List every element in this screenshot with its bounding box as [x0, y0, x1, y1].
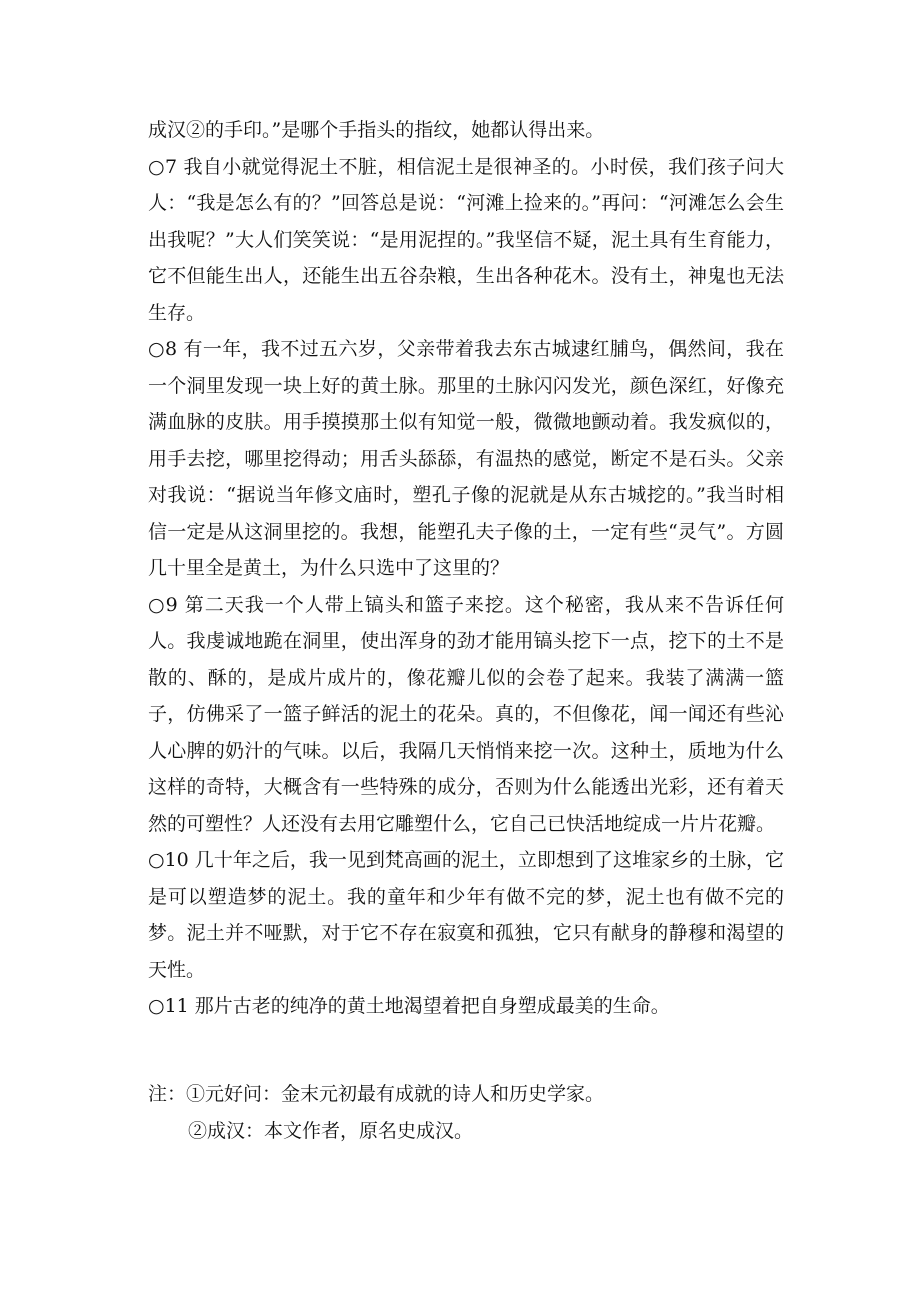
- footnote-1: 注：①元好问：金末元初最有成就的诗人和历史学家。: [148, 1083, 605, 1105]
- paragraph-11: ○11 那片古老的纯净的黄土地渴望着把自身塑成最美的生命。: [148, 995, 670, 1017]
- footnote-2: ②成汉：本文作者，原名史成汉。: [188, 1119, 474, 1142]
- footnotes: [148, 1076, 784, 1149]
- paragraph-7: ○7 我自小就觉得泥土不脏，相信泥土是很神圣的。小时侯，我们孩子问大人：“我是怎么有的？”回答总是说：“河滩上捡来的。”再问：“河滩怎么会生出我呢？”大人们笑笑说：“是用泥捏的。”我坚信不疑，泥土具有生育能力，它不但能生出人，还能生出五谷杂粮，生出各种花木。没有土，神鬼也无法生存。: [148, 155, 784, 324]
- paragraph-9: ○9 第二天我一个人带上镐头和篮子来挖。这个秘密，我从来不告诉任何人。我虔诚地跪在洞里，使出浑身的劲才能用镐头挖下一点，挖下的土不是散的、酥的，是成片成片的，像花瓣儿似的会卷了起来。我装了满满一篮子，仿佛采了一篮子鲜活的泥土的花朵。真的，不但像花，闻一闻还有些沁人心脾的奶汁的气味。以后，我隔几天悄悄来挖一次。这种土，质地为什么这样的奇特，大概含有一些特殊的成分，否则为什么能透出光彩，还有着天然的可塑性？人还没有去用它雕塑什么，它自己已快活地绽成一片片花瓣。: [148, 593, 784, 835]
- paragraph-10: ○10 几十年之后，我一见到梵高画的泥土，立即想到了这堆家乡的土脉，它是可以塑造梦的泥土。我的童年和少年有做不完的梦，泥土也有做不完的梦。泥土并不哑默，对于它不存在寂寞和孤独，它只有献身的静穆和渴望的天性。: [148, 849, 784, 981]
- paragraph-continuation: 成汉②的手印。”是哪个手指头的指纹，她都认得出来。: [148, 119, 605, 141]
- paragraph-8: ○8 有一年，我不过五六岁，父亲带着我去东古城逮红脯鸟，偶然间，我在一个洞里发现一块上好的黄土脉。那里的土脉闪闪发光，颜色深红，好像充满血脉的皮肤。用手摸摸那土似有知觉一般，微微地颤动着。我发疯似的，用手去挖，哪里挖得动；用舌头舔舔，有温热的感觉，断定不是石头。父亲对我说：“据说当年修文庙时，塑孔子像的泥就是从东古城挖的。”我当时相信一定是从这洞里挖的。我想，能塑孔夫子像的土，一定有些“灵气”。方圆几十里全是黄土，为什么只选中了这里的？: [148, 338, 784, 579]
- essay-body: [148, 112, 784, 1025]
